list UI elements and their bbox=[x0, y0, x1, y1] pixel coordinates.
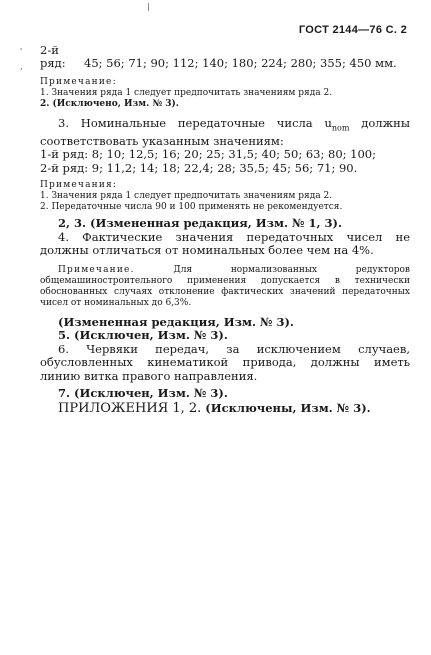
notes-title: Примечания: bbox=[40, 180, 118, 191]
paragraph-3-text-after: должны соответствовать указанным значениям: bbox=[40, 116, 410, 148]
paragraph-5: 5. (Исключен, Изм. № 3). bbox=[58, 328, 228, 343]
note-body: Для нормализованных редукторов общемашиностроительного применения допускается в технически обоснованных случаях отклонение фактических значений передаточных чисел от номинальных до 6,3%. bbox=[40, 264, 410, 308]
appendix-label: ПРИЛОЖЕНИЯ 1, 2. bbox=[58, 400, 202, 416]
scan-mark: , bbox=[20, 62, 23, 71]
series-2-row bbox=[40, 44, 410, 70]
note-item: 1. Значения ряда 1 следует предпочитать значениям ряда 2. bbox=[40, 191, 333, 202]
note-title: Примечание: bbox=[40, 77, 117, 87]
paragraph-3 bbox=[40, 117, 410, 148]
paragraph-3-text: 3. Номинальные передаточные числа u bbox=[58, 116, 332, 130]
document-body bbox=[40, 44, 410, 416]
paragraph-7: 7. (Исключен, Изм. № 3). bbox=[58, 386, 228, 401]
amendment-2-3: 2, 3. (Измененная редакция, Изм. № 1, 3). bbox=[58, 216, 342, 231]
scan-mark: ' bbox=[20, 47, 23, 56]
note-item: 1. Значения ряда 1 следует предпочитать значениям ряда 2. bbox=[40, 88, 333, 98]
paragraph-3-subscript: nom bbox=[331, 123, 350, 133]
page-header: ГОСТ 2144—76 С. 2 bbox=[298, 24, 407, 36]
appendix-line bbox=[40, 401, 410, 416]
appendix-note: (Исключены, Изм. № 3). bbox=[201, 400, 371, 415]
amendment-changed: (Измененная редакция, Изм. № 3). bbox=[58, 314, 294, 329]
scan-mark: | bbox=[147, 2, 150, 11]
note-item: 2. (Исключено, Изм. № 3). bbox=[40, 99, 179, 109]
series-2-label: 2-й ряд: bbox=[40, 43, 66, 70]
series-2-values: 45; 56; 71; 90; 112; 140; 180; 224; 280; 355; 450 мм. bbox=[84, 56, 397, 70]
series-1-values: 1-й ряд: 8; 10; 12,5; 16; 20; 25; 31,5; 40; 50; 63; 80; 100; bbox=[40, 147, 376, 162]
paragraph-4: 4. Фактические значения передаточных чисел не должны отличаться от номинальных более чем на 4%. bbox=[40, 229, 410, 258]
series-2-values-list: 2-й ряд: 9; 11,2; 14; 18; 22,4; 28; 35,5; 45; 56; 71; 90. bbox=[40, 160, 358, 175]
note-item: 2. Передаточные числа 90 и 100 применять не рекомендуется. bbox=[40, 202, 343, 213]
note-label: Примечание. bbox=[58, 264, 135, 275]
paragraph-6: 6. Червяки передач, за исключением случаев, обусловленных кинематикой привода, должны иметь линию витка правого направления. bbox=[40, 341, 410, 383]
note-paragraph bbox=[40, 265, 410, 309]
